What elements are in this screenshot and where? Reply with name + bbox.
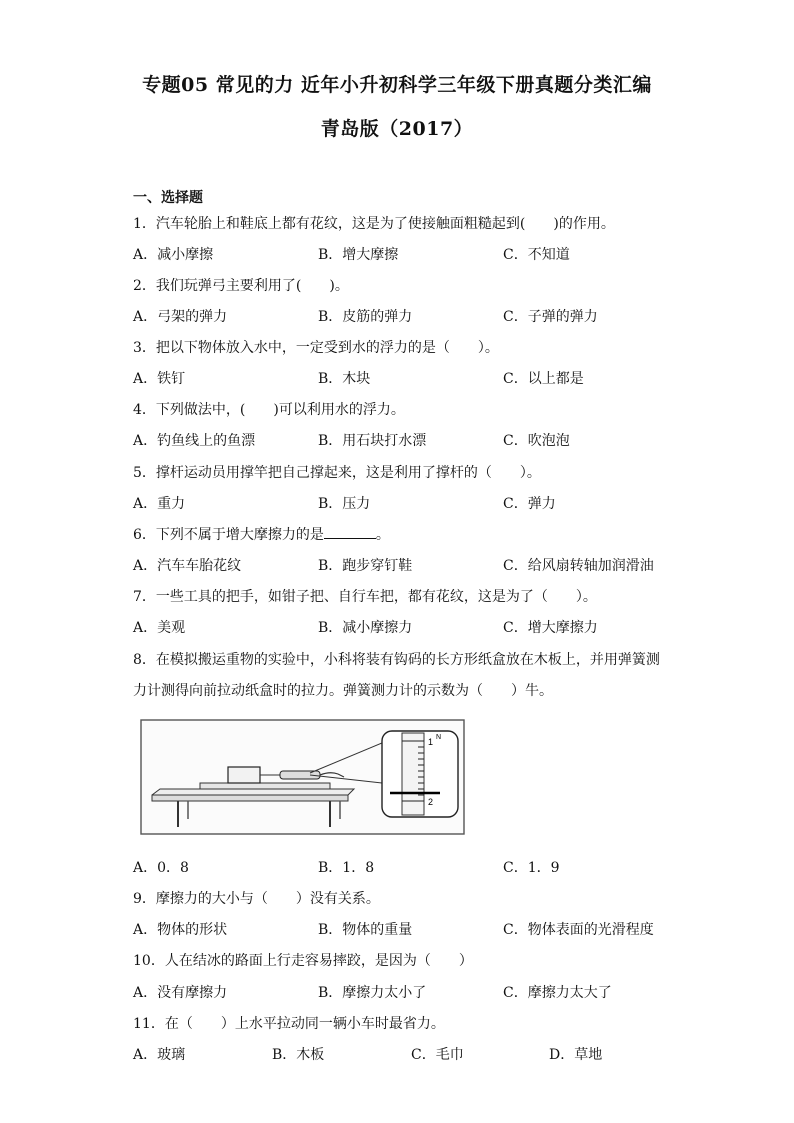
scale-body: [402, 733, 424, 815]
option-a: A．没有摩擦力: [133, 985, 228, 1001]
options-9: [133, 919, 693, 939]
option-b: B．减小摩擦力: [318, 620, 413, 636]
option-a: A．钓鱼线上的鱼漂: [133, 433, 256, 449]
spring-scale-experiment-figure: [140, 719, 465, 835]
options-8: [133, 857, 693, 877]
options-10: [133, 982, 693, 1002]
options-2: [133, 306, 693, 326]
option-c: C．不知道: [503, 247, 570, 263]
question-11: 11．在（ ）上水平拉动同一辆小车时最省力。: [133, 1016, 445, 1032]
options-5: [133, 493, 693, 513]
option-c: C．子弹的弹力: [503, 309, 598, 325]
question-7: 7．一些工具的把手，如钳子把、自行车把，都有花纹，这是为了（ ）。: [133, 589, 597, 605]
question-1: 1．汽车轮胎上和鞋底上都有花纹，这是为了使接触面粗糙起到( )的作用。: [133, 216, 615, 232]
option-b: B．皮筋的弹力: [318, 309, 413, 325]
option-c: C．1．9: [503, 860, 560, 876]
document-title-line2: 青岛版（2017）: [320, 118, 474, 140]
option-b: B．摩擦力太小了: [318, 985, 427, 1001]
question-10: 10．人在结冰的路面上行走容易摔跤，是因为（ ）: [133, 953, 473, 969]
options-1: [133, 244, 693, 264]
option-b: B．物体的重量: [318, 922, 413, 938]
question-4: 4．下列做法中，( )可以利用水的浮力。: [133, 402, 405, 418]
option-a: A．汽车车胎花纹: [133, 558, 242, 574]
option-b: B．木块: [318, 371, 371, 387]
option-a: A．重力: [133, 496, 186, 512]
scale-label-1: 1: [428, 737, 434, 747]
option-c: C．毛巾: [411, 1047, 464, 1063]
option-c: C．物体表面的光滑程度: [503, 922, 654, 938]
document-title-line1: 专题05 常见的力 近年小升初科学三年级下册真题分类汇编: [142, 74, 652, 96]
option-b: B．增大摩擦: [318, 247, 399, 263]
section-heading: 一、选择题: [133, 190, 203, 206]
option-c: C．给风扇转轴加润滑油: [503, 558, 654, 574]
option-c: C．以上都是: [503, 371, 584, 387]
option-c: C．弹力: [503, 496, 556, 512]
option-b: B．压力: [318, 496, 371, 512]
question-5: 5．撑杆运动员用撑竿把自己撑起来，这是利用了撑杆的（ ）。: [133, 465, 541, 481]
option-d: D．草地: [549, 1047, 603, 1063]
question-8-line2: 力计测得向前拉动纸盒时的拉力。弹簧测力计的示数为（ ）牛。: [133, 683, 553, 699]
options-6: [133, 555, 693, 575]
option-b: B．用石块打水漂: [318, 433, 427, 449]
options-4: [133, 430, 693, 450]
scale-label-2: 2: [428, 797, 434, 807]
table-surface: [152, 789, 354, 795]
option-b: B．1．8: [318, 860, 375, 876]
question-6: [133, 524, 390, 544]
scale-unit: N: [436, 734, 442, 741]
option-c: C．摩擦力太大了: [503, 985, 612, 1001]
options-3: [133, 368, 693, 388]
option-c: C．增大摩擦力: [503, 620, 598, 636]
option-a: A．减小摩擦: [133, 247, 214, 263]
options-7: [133, 617, 693, 637]
wooden-board: [200, 783, 330, 789]
answer-blank: [324, 526, 376, 539]
option-a: A．玻璃: [133, 1047, 186, 1063]
option-b: B．木板: [272, 1047, 325, 1063]
option-b: B．跑步穿钉鞋: [318, 558, 413, 574]
question-2: 2．我们玩弹弓主要利用了( )。: [133, 278, 349, 294]
option-a: A．弓架的弹力: [133, 309, 228, 325]
table-side: [152, 795, 348, 801]
question-9: 9．摩擦力的大小与（ ）没有关系。: [133, 891, 380, 907]
option-a: A．0．8: [133, 860, 189, 876]
option-a: A．物体的形状: [133, 922, 228, 938]
option-a: A．美观: [133, 620, 186, 636]
option-c: C．吹泡泡: [503, 433, 570, 449]
question-6-text: 6．下列不属于增大摩擦力的是: [133, 527, 324, 543]
question-3: 3．把以下物体放入水中，一定受到水的浮力的是（ ）。: [133, 340, 499, 356]
question-8: 8．在模拟搬运重物的实验中，小科将装有钩码的长方形纸盒放在木板上，并用弹簧测: [133, 652, 660, 668]
paper-box: [228, 767, 260, 783]
option-a: A．铁钉: [133, 371, 186, 387]
options-11: [133, 1044, 693, 1064]
question-6-end: 。: [375, 527, 390, 543]
